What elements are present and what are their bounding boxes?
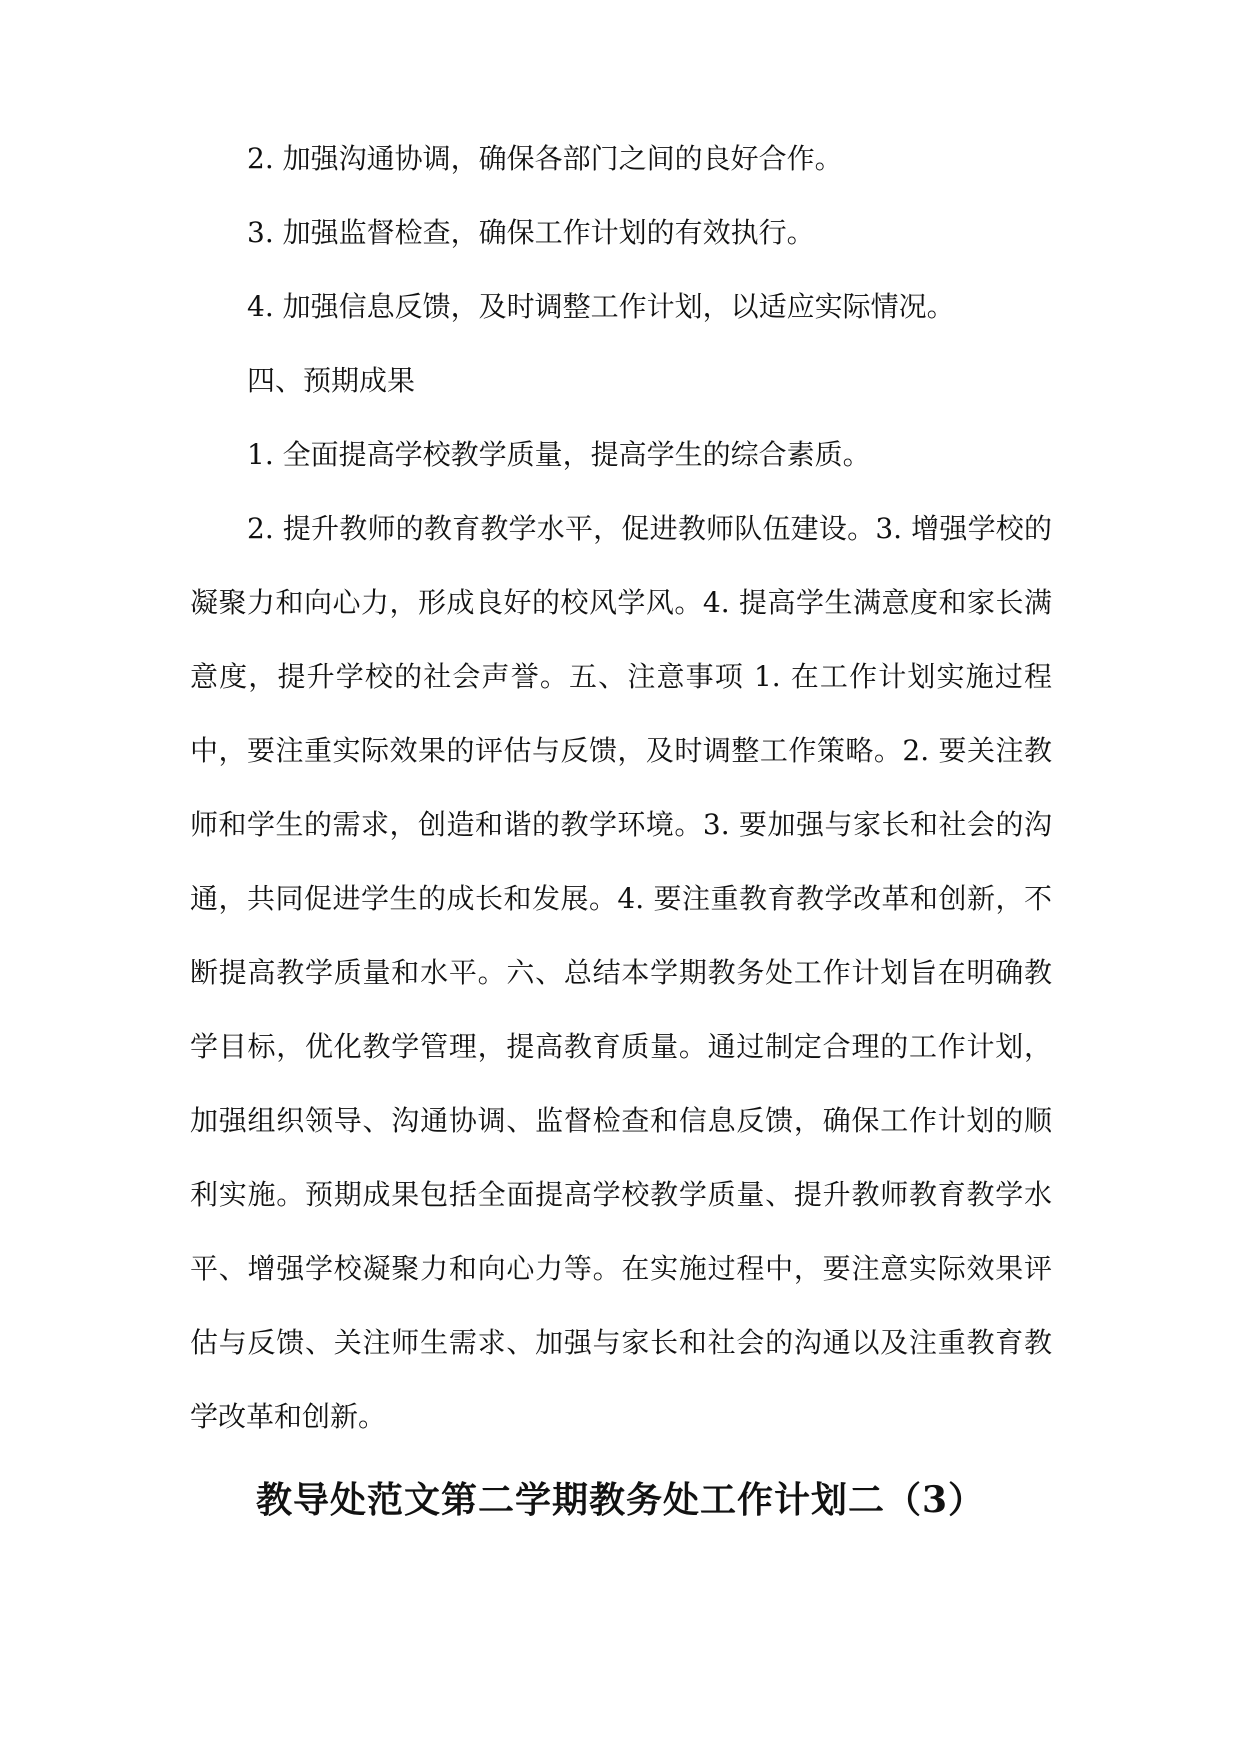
list-item: 4. 加强信息反馈，及时调整工作计划，以适应实际情况。 bbox=[247, 290, 955, 323]
list-item: 3. 加强监督检查，确保工作计划的有效执行。 bbox=[247, 216, 815, 249]
body-paragraph: 2. 提升教师的教育教学水平，促进教师队伍建设。3. 增强学校的凝聚力和向心力，形成良好的校风学风。4. 提高学生满意度和家长满意度，提升学校的社会声誉。五、注意事项 1. 在工作计划实施过程中，要注重实际效果的评估与反馈，及时调整工作策略。2. 要关注教师和学生的需求，创造和谐的教学环境。3. 要加强与家长和社会的沟通，共同促进学生的成长和发展。4. 要注重教育教学改革和创新，不断提高教学质量和水平。六、总结本学期教务处工作计划旨在明确教学目标，优化教学管理，提高教育质量。通过制定合理的工作计划，加强组织领导、沟通协调、监督检查和信息反馈，确保工作计划的顺利实施。预期成果包括全面提高学校教学质量、提升教师教育教学水平、增强学校凝聚力和向心力等。在实施过程中，要注意实际效果评估与反馈、关注师生需求、加强与家长和社会的沟通以及注重教育教学改革和创新。 bbox=[190, 512, 1052, 1433]
document-body bbox=[190, 140, 1052, 1454]
list-item: 2. 加强沟通协调，确保各部门之间的良好合作。 bbox=[247, 142, 843, 175]
list-item: 1. 全面提高学校教学质量，提高学生的综合素质。 bbox=[247, 438, 871, 471]
section-heading: 四、预期成果 bbox=[247, 364, 416, 397]
document-title: 教导处范文第二学期教务处工作计划二（3） bbox=[255, 1479, 986, 1521]
